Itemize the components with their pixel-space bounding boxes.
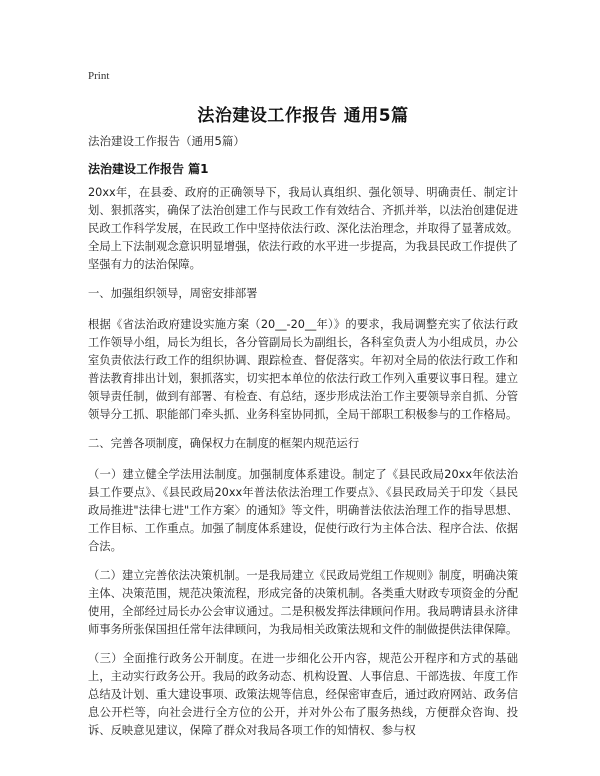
body-paragraph: （二）建立完善依法决策机制。一是我局建立《民政局党组工作规则》制度，明确决策主体、决策范围，规范决策流程，形成完备的决策机制。各类重大财政专项资金的分配使用，全部经过局长办公会审议通过。二是积极发挥法律顾问作用。我局聘请县永济律师事务所张保国担任常年法律顾问，为我局相关政策法规和文件的制做提供法律保障。	[88, 569, 518, 636]
intro-paragraph: 20xx年，在县委、政府的正确领导下，我局认真组织、强化领导、明确责任、制定计划、狠抓落实，确保了法治创建工作与民政工作有效结合、齐抓并举，以法治创建促进民政工作科学发展，在民政工作中坚持依法行政、深化法治理念，并取得了显著成效。全局上下法制观念意识明显增强，依法行政的水平进一步提高，为我县民政工作提供了坚强有力的法治保障。	[88, 186, 518, 271]
body-paragraph: 根据《省法治政府建设实施方案（20__-20__年）》的要求，我局调整充实了依法行政工作领导小组，局长为组长，各分管副局长为副组长，各科室负责人为小组成员，办公室负责依法行政工作的组织协调、跟踪检查、督促落实。年初对全局的依法行政工作和普法教育排出计划，狠抓落实，切实把本单位的依法行政工作列入重要议事日程。建立领导责任制，做到有部署、有检查、有总结，逐步形成法治工作主要领导亲自抓、分管领导分工抓、职能部门牵头抓、业务科室协同抓，全局干部职工积极参与的工作格局。	[88, 318, 518, 421]
document-body	[88, 184, 518, 751]
document-subtitle: 法治建设工作报告（通用5篇）	[88, 134, 245, 148]
body-paragraph: （三）全面推行政务公开制度。在进一步细化公开内容，规范公开程序和方式的基础上，主动实行政务公开。我局的政务动态、机构设置、人事信息、干部选拔、年度工作总结及计划、重大建设事项、政策法规等信息，经保密审查后，通过政府网站、政务信息公开栏等，向社会进行全方位的公开，并对外公布了服务热线，方便群众咨询、投诉、反映意见建议，保障了群众对我局各项工作的知情权、参与权	[88, 652, 518, 737]
section-heading: 法治建设工作报告 篇1	[88, 162, 209, 176]
document-title: 法治建设工作报告 通用5篇	[197, 106, 409, 126]
print-label: Print	[88, 70, 110, 82]
section-heading-2: 二、完善各项制度，确保权力在制度的框架内规范运行	[88, 437, 360, 450]
section-heading-1: 一、加强组织领导，周密安排部署	[88, 287, 258, 300]
body-paragraph: （一）建立健全学法用法制度。加强制度体系建设。制定了《县民政局20xx年依法治县工作要点》、《县民政局20xx年普法依法治理工作要点》、《县民政局关于印发〈县民政局推进"法律七进"工作方案〉的通知》等文件，明确普法依法治理工作的指导思想、工作目标、工作重点。加强了制度体系建设，促使行政行为主体合法、程序合法、依据合法。	[88, 468, 518, 553]
